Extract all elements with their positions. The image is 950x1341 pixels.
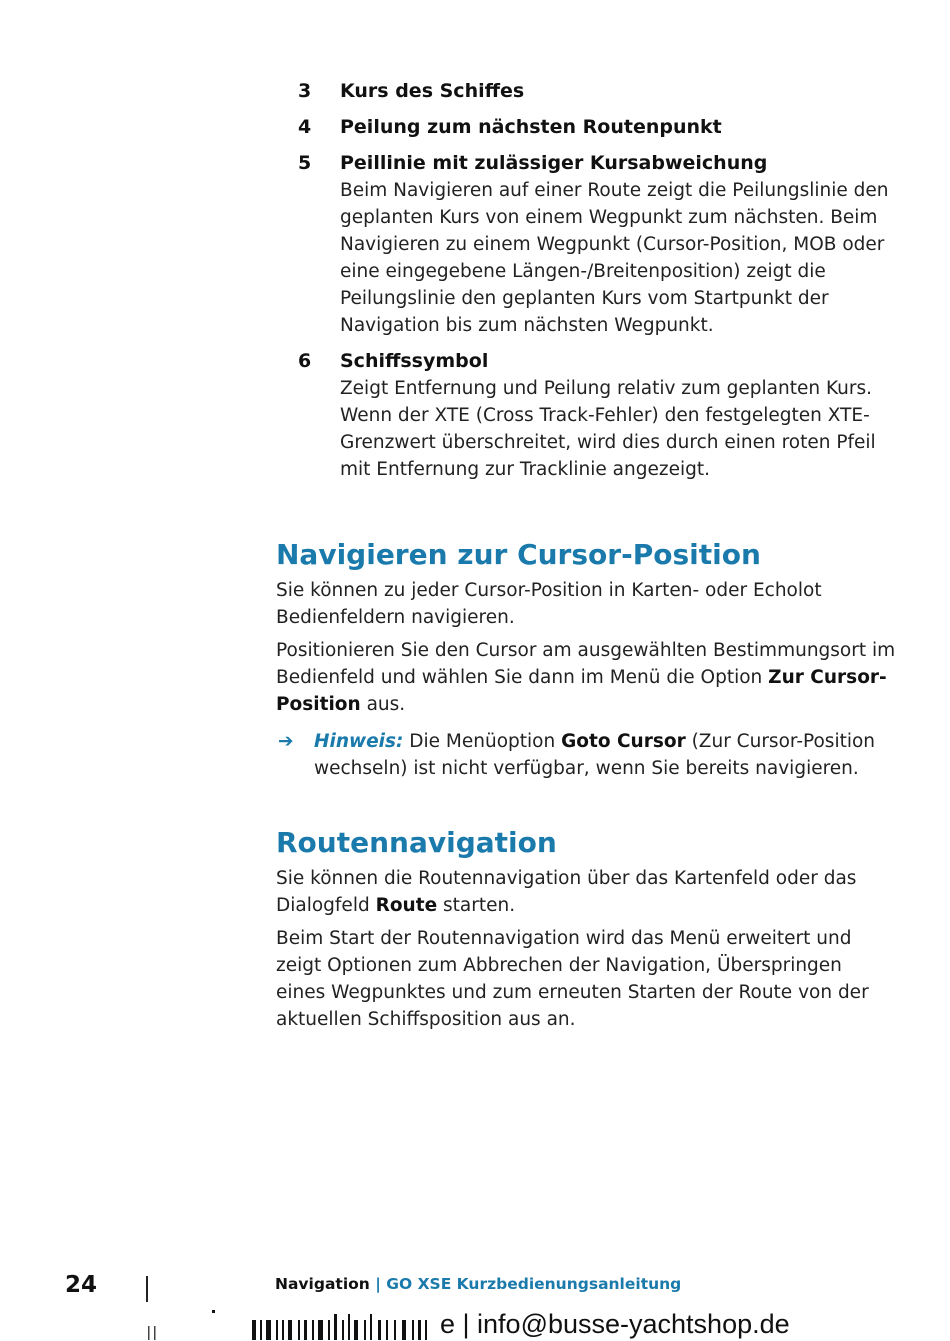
arrow-right-icon: ➔ bbox=[278, 731, 294, 752]
list-item bbox=[298, 78, 898, 105]
menu-option-name: Zur Cursor-Position bbox=[276, 667, 887, 715]
note-callout: ➔ Hinweis: Die Menüoption Goto Cursor (Zur Cursor-Position wechseln) ist nicht verfügbar, wenn Sie bereits navigieren. bbox=[276, 728, 896, 782]
item-number: 6 bbox=[298, 350, 312, 372]
menu-option-name: Goto Cursor bbox=[561, 731, 686, 752]
page-footer bbox=[0, 1270, 950, 1310]
item-description: Beim Navigieren auf einer Route zeigt die Peilungslinie den geplanten Kurs von einem Wegpunkt zum nächsten. Beim Navigieren zu einem Wegpunkt (Cursor-Position, MOB oder eine eingegebene Längen-/Breitenposition) zeigt die Peilungslinie den geplanten Kurs vom Startpunkt der Navigation bis zum nächsten Wegpunkt. bbox=[340, 180, 889, 336]
list-item bbox=[298, 348, 898, 483]
list-item bbox=[298, 150, 898, 339]
section-heading: Routennavigation bbox=[276, 826, 557, 859]
note-label: Hinweis: bbox=[314, 731, 404, 752]
item-title: Kurs des Schiffes bbox=[340, 80, 525, 102]
dialog-name: Route bbox=[375, 895, 438, 916]
list-item bbox=[298, 114, 898, 141]
speck bbox=[212, 1310, 215, 1313]
page-number: 24 bbox=[65, 1272, 98, 1298]
item-title: Schiffssymbol bbox=[340, 350, 489, 372]
footer-breadcrumb: Navigation | GO XSE Kurzbedienungsanleitung bbox=[275, 1275, 682, 1293]
shop-email-text: e | info@busse-yachtshop.de bbox=[440, 1309, 790, 1339]
paragraph: Beim Start der Routennavigation wird das Menü erweitert und zeigt Optionen zum Abbrechen der Navigation, Überspringen eines Wegpunktes und zum erneuten Starten der Route von der aktuellen Schiffsposition aus an. bbox=[276, 928, 869, 1030]
paragraph: Sie können zu jeder Cursor-Position in Karten- oder Echolot Bedienfeldern navigieren. bbox=[276, 580, 822, 628]
item-number: 4 bbox=[298, 116, 312, 138]
divider bbox=[146, 1276, 148, 1302]
section-heading: Navigieren zur Cursor-Position bbox=[276, 538, 761, 571]
item-number: 5 bbox=[298, 152, 312, 174]
paragraph: Positionieren Sie den Cursor am ausgewählten Bestimmungsort im Bedienfeld und wählen Sie dann im Menü die Option Zur Cursor-Position aus. bbox=[276, 640, 896, 715]
numbered-legend-list bbox=[298, 78, 898, 492]
item-title: Peilung zum nächsten Routenpunkt bbox=[340, 116, 722, 138]
route-navigation-section bbox=[276, 825, 896, 1039]
cursor-navigation-section bbox=[276, 537, 896, 782]
item-number: 3 bbox=[298, 80, 312, 102]
barcode-icon bbox=[148, 1314, 428, 1340]
vendor-stamp bbox=[140, 1308, 950, 1341]
paragraph: Sie können die Routennavigation über das Kartenfeld oder das Dialogfeld Route starten. bbox=[276, 868, 857, 916]
item-description: Zeigt Entfernung und Peilung relativ zum geplanten Kurs. Wenn der XTE (Cross Track-Fehler) den festgelegten XTE-Grenzwert überschreitet, wird dies durch einen roten Pfeil mit Entfernung zur Tracklinie angezeigt. bbox=[340, 378, 876, 480]
item-title: Peillinie mit zulässiger Kursabweichung bbox=[340, 152, 768, 174]
